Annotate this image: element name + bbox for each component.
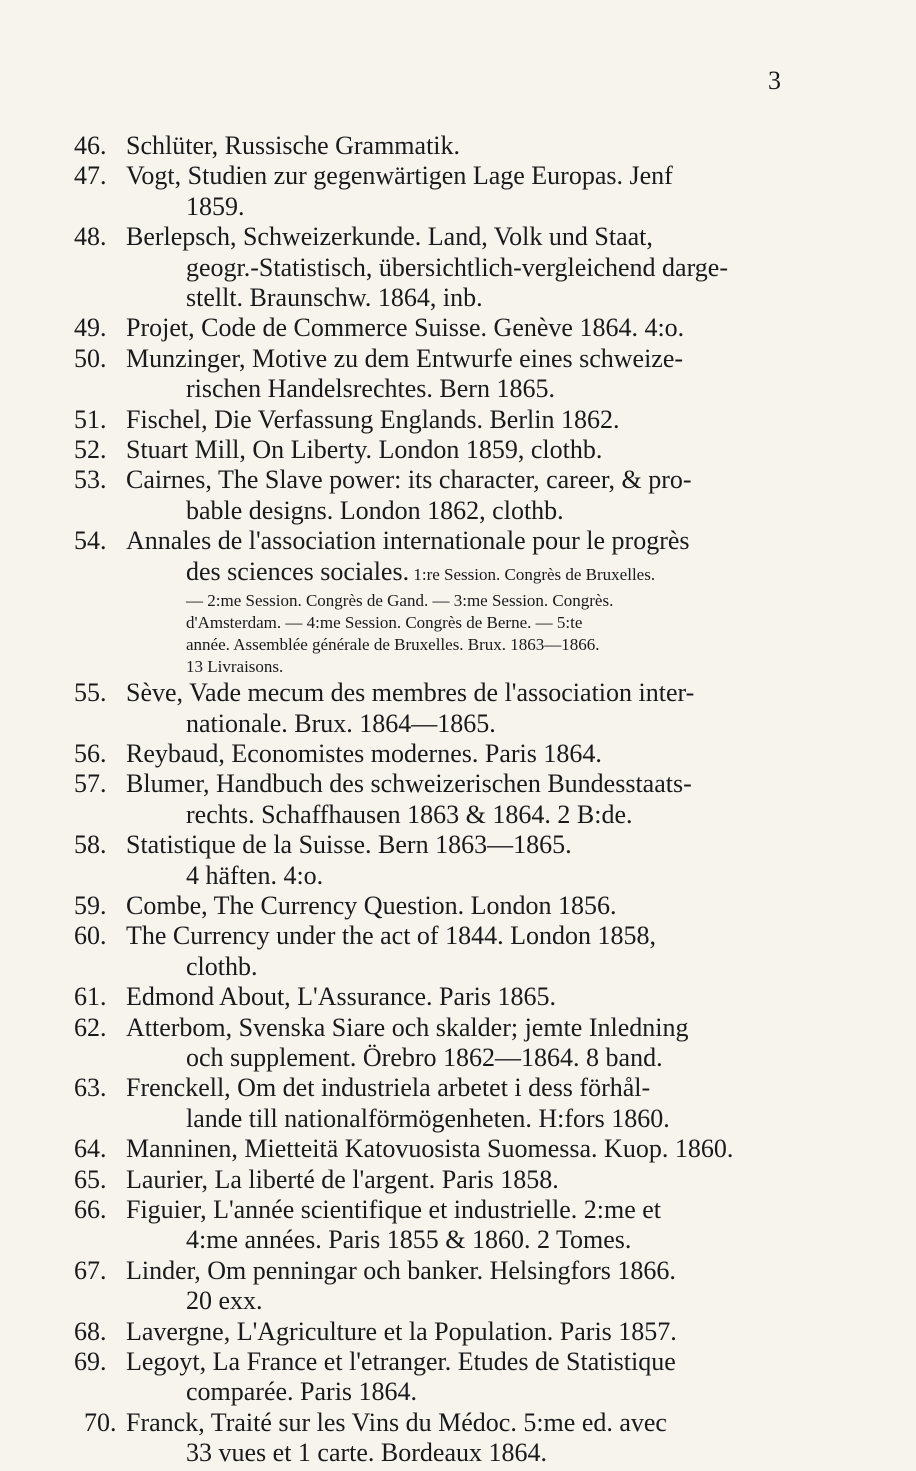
entry-line: Reybaud, Economistes modernes. Paris 1864. xyxy=(126,738,602,768)
entry-line: Stuart Mill, On Liberty. London 1859, clothb. xyxy=(126,435,603,465)
entry-number: 51. xyxy=(74,404,107,434)
catalog-entry xyxy=(74,465,834,526)
entry-number: 66. xyxy=(74,1195,107,1224)
page-number: 3 xyxy=(768,66,781,95)
catalog-entry xyxy=(74,921,834,982)
entry-line: Legoyt, La France et l'etranger. Etudes de Statistique xyxy=(126,1347,676,1377)
entry-number: 56. xyxy=(74,738,107,768)
entry-line: Blumer, Handbuch des schweizerischen Bundesstaats- xyxy=(126,769,692,799)
entry-line: clothb. xyxy=(186,951,258,981)
catalog-entry xyxy=(74,131,834,161)
entry-line: rischen Handelsrechtes. Bern 1865. xyxy=(186,374,555,404)
entry-line-note: — 2:me Session. Congrès de Gand. — 3:me Session. Congrès. xyxy=(186,591,614,611)
entry-line-note: année. Assemblée générale de Bruxelles. Brux. 1863—1866. xyxy=(186,635,600,655)
entry-line: Berlepsch, Schweizerkunde. Land, Volk und Staat, xyxy=(126,222,653,252)
catalog-entry xyxy=(74,739,834,769)
catalog-entry xyxy=(74,1347,834,1408)
entry-number: 69. xyxy=(74,1347,107,1377)
entry-number: 47. xyxy=(74,161,107,191)
entry-line xyxy=(126,557,834,590)
entry-number: 63. xyxy=(74,1073,107,1103)
catalog-entry xyxy=(74,222,834,313)
entry-line: Projet, Code de Commerce Suisse. Genève 1864. 4:o. xyxy=(126,313,685,343)
catalog-entry xyxy=(74,1134,834,1164)
entry-line: Frenckell, Om det industriela arbetet i dess förhål- xyxy=(126,1073,651,1103)
catalog-entry xyxy=(74,1073,834,1134)
catalog-entries xyxy=(74,131,834,1469)
entry-line: och supplement. Örebro 1862—1864. 8 band. xyxy=(186,1042,663,1072)
entry-line: Schlüter, Russische Grammatik. xyxy=(126,131,461,160)
entry-line: Fischel, Die Verfassung Englands. Berlin 1862. xyxy=(126,404,620,434)
entry-line-note: d'Amsterdam. — 4:me Session. Congrès de Berne. — 5:te xyxy=(186,613,583,633)
entry-line-note: 1:re Session. Congrès de Bruxelles. xyxy=(409,564,656,584)
entry-line: comparée. Paris 1864. xyxy=(186,1377,418,1407)
entry-line: Vogt, Studien zur gegenwärtigen Lage Europas. Jenf xyxy=(126,161,673,191)
entry-number: 50. xyxy=(74,343,107,373)
entry-number: 62. xyxy=(74,1012,107,1042)
entry-number: 52. xyxy=(74,435,107,465)
entry-line: Edmond About, L'Assurance. Paris 1865. xyxy=(126,982,557,1012)
catalog-entry xyxy=(74,161,834,222)
catalog-entry xyxy=(74,891,834,921)
entry-line-note: 13 Livraisons. xyxy=(186,657,284,677)
entry-line: 33 vues et 1 carte. Bordeaux 1864. xyxy=(186,1438,548,1468)
entry-line: nationale. Brux. 1864—1865. xyxy=(186,708,496,738)
entry-line: 20 exx. xyxy=(186,1286,263,1316)
entry-number: 57. xyxy=(74,769,107,799)
entry-number: 49. xyxy=(74,313,107,343)
entry-line: 1859. xyxy=(186,191,245,221)
catalog-entry xyxy=(74,1256,834,1317)
catalog-entry xyxy=(74,526,834,678)
entry-line: geogr.-Statistisch, übersichtlich-vergleichend darge- xyxy=(186,252,728,282)
entry-line: Munzinger, Motive zu dem Entwurfe eines schweize- xyxy=(126,343,684,373)
catalog-entry xyxy=(74,769,834,830)
catalog-entry xyxy=(74,1317,834,1347)
catalog-entry xyxy=(74,344,834,405)
entry-number: 61. xyxy=(74,982,107,1012)
entry-number: 53. xyxy=(74,465,107,495)
entry-line: Laurier, La liberté de l'argent. Paris 1858. xyxy=(126,1164,559,1194)
catalog-entry xyxy=(74,1408,834,1469)
entry-number: 67. xyxy=(74,1255,107,1285)
entry-number: 65. xyxy=(74,1164,107,1194)
catalog-entry xyxy=(74,678,834,739)
catalog-entry xyxy=(74,1195,834,1256)
catalog-entry xyxy=(74,1013,834,1074)
catalog-entry xyxy=(74,982,834,1012)
catalog-entry xyxy=(74,830,834,891)
entry-line: Cairnes, The Slave power: its character, career, & pro- xyxy=(126,465,692,495)
entry-line: Atterbom, Svenska Siare och skalder; jemte Inledning xyxy=(126,1012,689,1042)
catalog-entry xyxy=(74,405,834,435)
entry-line: Linder, Om penningar och banker. Helsingfors 1866. xyxy=(126,1255,676,1285)
entry-line: Combe, The Currency Question. London 1856. xyxy=(126,890,617,920)
entry-line: 4:me années. Paris 1855 & 1860. 2 Tomes. xyxy=(186,1225,632,1255)
entry-line: The Currency under the act of 1844. London 1858, xyxy=(126,921,656,951)
catalog-entry xyxy=(74,313,834,343)
entry-number: 55. xyxy=(74,678,107,708)
entry-line: Lavergne, L'Agriculture et la Population. Paris 1857. xyxy=(126,1316,677,1346)
entry-number: 68. xyxy=(74,1316,107,1346)
entry-line: Manninen, Mietteitä Katovuosista Suomessa. Kuop. 1860. xyxy=(126,1134,734,1164)
entry-number: 59. xyxy=(74,890,107,920)
entry-line: stellt. Braunschw. 1864, inb. xyxy=(186,283,483,313)
entry-number: 60. xyxy=(74,921,107,951)
entry-line: 4 häften. 4:o. xyxy=(186,860,324,890)
entry-line: lande till nationalförmögenheten. H:fors 1860. xyxy=(186,1103,670,1133)
entry-line: rechts. Schaffhausen 1863 & 1864. 2 B:de. xyxy=(186,799,633,829)
entry-number: 64. xyxy=(74,1134,107,1164)
entry-line: bable designs. London 1862, clothb. xyxy=(186,495,564,525)
catalog-entry xyxy=(74,1165,834,1195)
entry-line-main: des sciences sociales. xyxy=(186,556,410,586)
entry-line: Annales de l'association internationale pour le progrès xyxy=(126,526,690,556)
entry-number: 48. xyxy=(74,222,107,252)
entry-line: Figuier, L'année scientifique et industrielle. 2:me et xyxy=(126,1195,662,1224)
entry-number: 70. xyxy=(84,1407,117,1437)
entry-number: 58. xyxy=(74,830,107,860)
entry-line: Sève, Vade mecum des membres de l'association inter- xyxy=(126,678,695,708)
catalog-entry xyxy=(74,435,834,465)
entry-number: 46. xyxy=(74,131,107,160)
entry-number: 54. xyxy=(74,526,107,556)
entry-line: Statistique de la Suisse. Bern 1863—1865. xyxy=(126,830,572,860)
entry-line: Franck, Traité sur les Vins du Médoc. 5:me ed. avec xyxy=(126,1407,667,1437)
